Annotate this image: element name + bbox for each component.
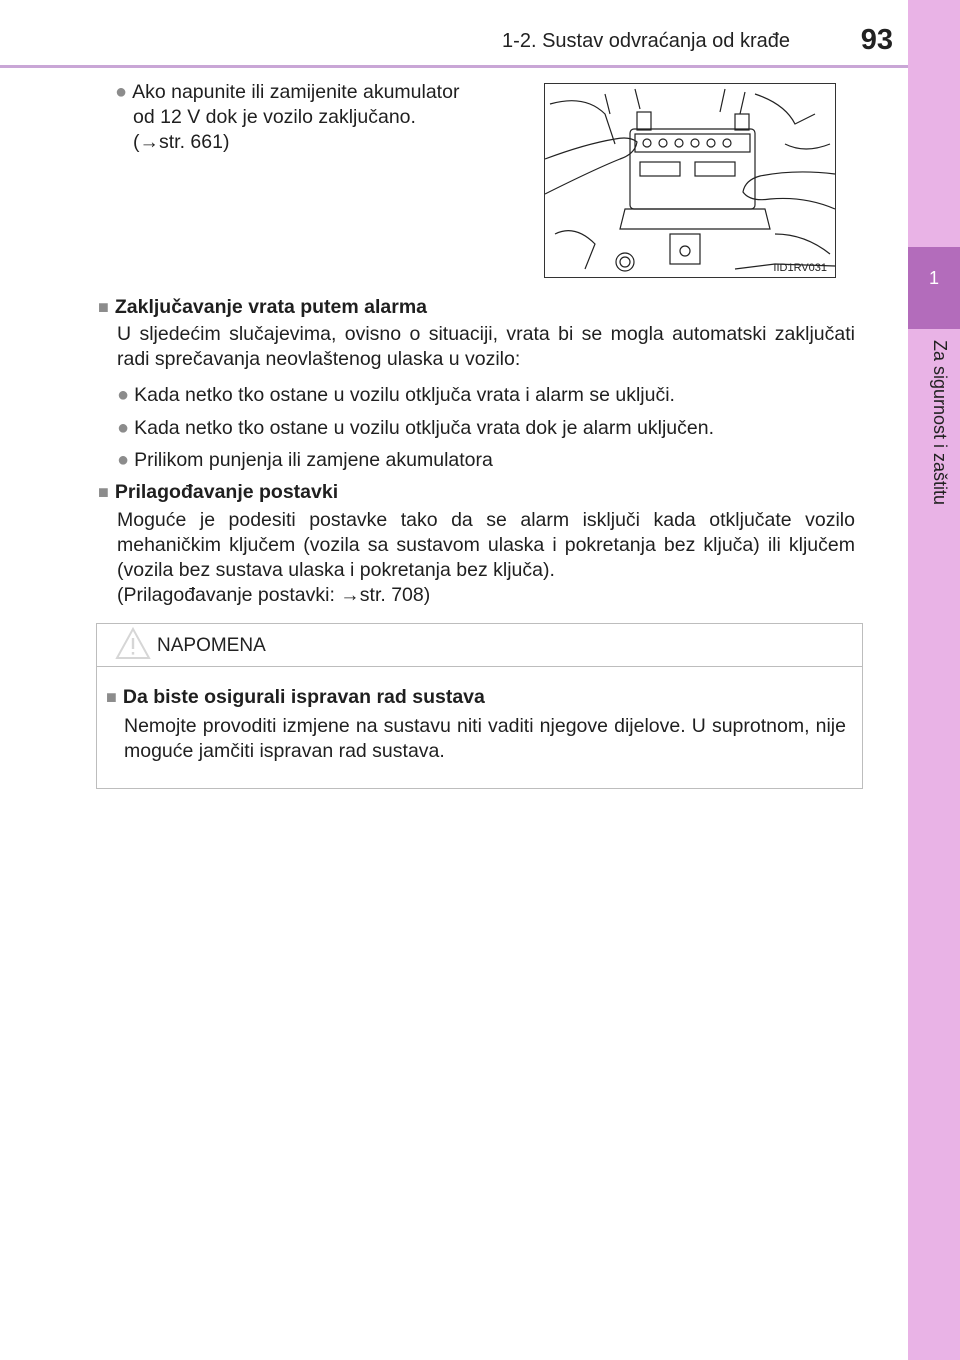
section1-bullet-2 — [117, 416, 857, 441]
section-title: 1-2. Sustav odvraćanja od krađe — [502, 30, 790, 52]
bullet-icon: ● — [117, 449, 130, 471]
chapter-tab[interactable]: 1 — [908, 247, 960, 329]
section2-body: Moguće je podesiti postavke tako da se alarm isključi kada otključate vozilo mehaničkim ključem (vozila sa sustavom ulaska i pokretanja bez ključa) ili ključem (vozila bez sustava ulaska i pokretanja bez ključa). — [117, 509, 855, 581]
section1-heading-text: Zaključavanje vrata putem alarma — [114, 296, 428, 318]
section1-body: U sljedećim slučajevima, ovisno o situaciji, vrata bi se mogla automatski zaključati radi sprečavanja neovlaštenog ulaska u vozilo: — [117, 323, 855, 370]
note-heading-text: Da biste osigurali ispravan rad sustava — [122, 686, 485, 708]
bullet-icon: ● — [117, 384, 130, 406]
note-title: NAPOMENA — [157, 635, 266, 656]
battery-drawing — [545, 84, 835, 277]
section1-bullet-3 — [117, 448, 857, 473]
section2-heading-text: Prilagođavanje postavki — [114, 481, 339, 503]
intro-line2: od 12 V dok je vozilo zaključano. — [133, 106, 416, 128]
bullet-icon: ● — [115, 81, 128, 103]
figure-code: IID1RV031 — [773, 262, 827, 274]
battery-illustration — [544, 83, 836, 278]
note-header — [97, 624, 862, 667]
square-bullet-icon: ■ — [98, 482, 109, 502]
note-heading — [106, 685, 846, 710]
bullet-icon: ● — [117, 417, 130, 439]
section2-heading — [98, 480, 858, 505]
intro-line1: Ako napunite ili zamijenite akumulator — [132, 81, 460, 103]
side-strip — [908, 0, 960, 1360]
square-bullet-icon: ■ — [106, 687, 117, 707]
header-rule — [0, 65, 908, 68]
bullet-text: Prilikom punjenja ili zamjene akumulatora — [134, 449, 493, 471]
note-box — [96, 623, 863, 789]
bullet-text: Kada netko tko ostane u vozilu otključa vrata i alarm se uključi. — [134, 384, 675, 406]
page-number: 93 — [860, 24, 893, 56]
section2-ref[interactable]: (Prilagođavanje postavki: →str. 708) — [117, 584, 431, 606]
square-bullet-icon: ■ — [98, 297, 109, 317]
section1-bullet-1 — [117, 383, 857, 408]
bullet-text: Kada netko tko ostane u vozilu otključa vrata dok je alarm uključen. — [134, 417, 714, 439]
section1-heading — [98, 295, 858, 320]
note-body: Nemojte provoditi izmjene na sustavu niti vaditi njegove dijelove. U suprotnom, nije moguće jamčiti ispravan rad sustava. — [124, 715, 846, 762]
intro-bullet — [115, 80, 523, 105]
warning-icon — [115, 626, 151, 662]
intro-ref[interactable]: (→str. 661) — [133, 131, 230, 153]
chapter-title: Za sigurnost i zaštitu — [930, 340, 950, 506]
